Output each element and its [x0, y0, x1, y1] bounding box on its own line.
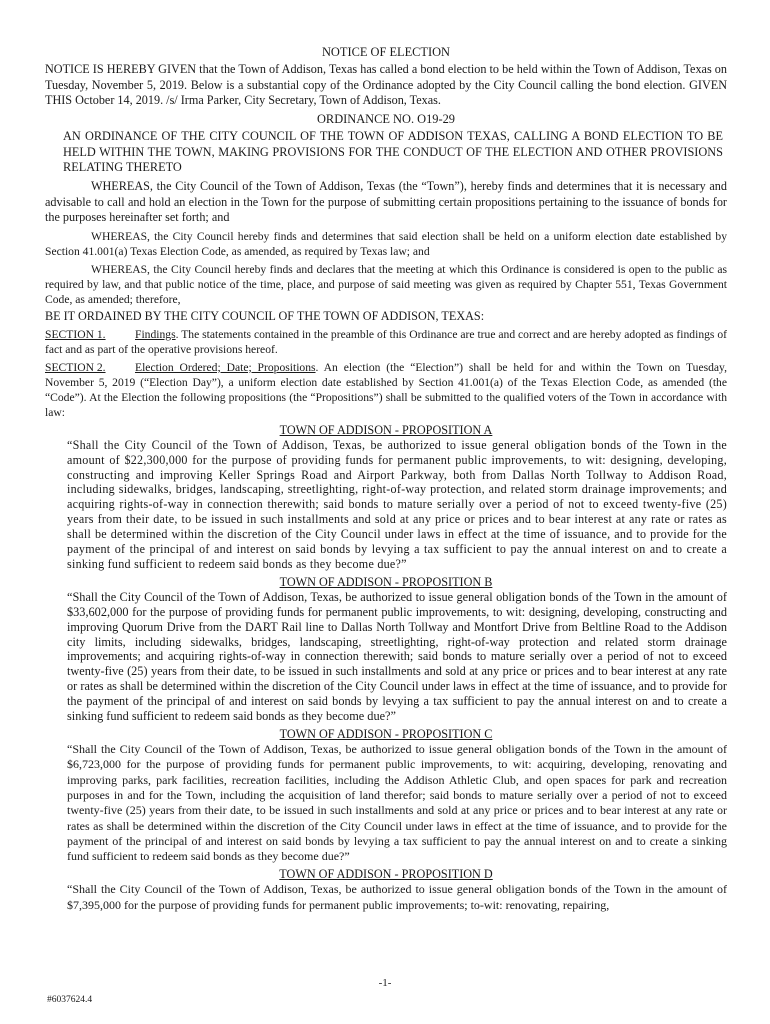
section-1 [45, 327, 727, 357]
proposition-a-heading: TOWN OF ADDISON - PROPOSITION A [279, 422, 493, 437]
proposition-c-text: “Shall the City Council of the Town of Addison, Texas, be authorized to issue general obligation bonds of the Town in the amount of $6,723,000 for the purpose of providing funds for permanent public improvements, to wit: acquiring, developing, renovating and improving parks, park facilities, recreation facilities, including the Addison Athletic Club, and open spaces for park and recreation purposes in and for the Town, including the acquisition of land therefor; said bonds to mature serially over a period of not to exceed twenty-five (25) years from their date, to be issued in such installments and sold at any price or prices and to bear interest at any rate or rates as shall be determined within the discretion of the City Council under laws in effect at the time of issuance, and to provide for the payment of the principal of and interest on said bonds by levying a tax sufficient to pay the annual interest on and to create a sinking fund sufficient to redeem said bonds as they become due?” [67, 742, 727, 864]
section-1-text: . The statements contained in the preamble of this Ordinance are true and correct and are hereby adopted as findings of fact and as part of the operative provisions hereof. [45, 327, 727, 356]
whereas-paragraph-2: WHEREAS, the City Council hereby finds and determines that said election shall be held on a uniform election date established by Section 41.001(a) Texas Election Code, as amended, as required by Texas law; and [45, 230, 727, 258]
document-id: #6037624.4 [47, 995, 93, 1005]
notice-paragraph: NOTICE IS HEREBY GIVEN that the Town of Addison, Texas has called a bond election to be held within the Town of Addison, Texas on Tuesday, November 5, 2019. Below is a substantial copy of the Ordinance adopted by the City Council calling the bond election. GIVEN THIS October 14, 2019. /s/ Irma Parker, City Secretary, Town of Addison, Texas. [45, 62, 727, 108]
proposition-c-heading: TOWN OF ADDISON - PROPOSITION C [279, 727, 493, 742]
proposition-b-text: “Shall the City Council of the Town of Addison, Texas, be authorized to issue general obligation bonds of the Town in the amount of $33,602,000 for the purpose of providing funds for permanent public improvements, to wit: designing, developing, constructing and improving Quorum Drive from the DART Rail line to Dallas North Tollway and Montfort Drive from Beltline Road to the Addison city limits, including sidewalks, bridges, landscaping, streetlighting, right-of-way protection and related storm drainage improvements; and acquiring rights-of-way in connection therewith; said bonds to mature serially over a period of not to exceed twenty-five (25) years from their date, to be issued in such installments and sold at any price or prices and to bear interest at any rate or rates as shall be determined within the discretion of the City Council under laws in effect at the time of issuance, and to provide for the payment of the principal of and interest on said bonds by levying a tax sufficient to pay the annual interest on and to create a sinking fund sufficient to redeem said bonds as they become due?” [67, 589, 727, 724]
notice-title: NOTICE OF ELECTION [321, 45, 451, 59]
section-2 [45, 360, 727, 420]
proposition-d-text: “Shall the City Council of the Town of Addison, Texas, be authorized to issue general obligation bonds of the Town in the amount of $7,395,000 for the purpose of providing funds for permanent public improvements; to-wit: renovating, repairing, [67, 882, 727, 912]
whereas-paragraph-3: WHEREAS, the City Council hereby finds and declares that the meeting at which this Ordinance is considered is open to the public as required by law, and that public notice of the time, place, and purpose of said meeting was given as required by Chapter 551, Texas Government Code, as amended; therefore, [45, 263, 727, 306]
document-page [45, 44, 727, 913]
section-2-label: SECTION 2. [45, 360, 106, 374]
section-1-label: SECTION 1. [45, 327, 106, 341]
section-2-heading: Election Ordered; Date; Propositions [135, 360, 316, 374]
ordinance-number: ORDINANCE NO. O19-29 [316, 112, 455, 127]
whereas-paragraph-1: WHEREAS, the City Council of the Town of Addison, Texas (the “Town”), hereby finds and determines that it is necessary and advisable to call and hold an election in the Town for the purpose of submitting certain propositions pertaining to the issuance of bonds for the purposes hereinafter set forth; and [45, 178, 727, 225]
section-2-text: . An election (the “Election”) shall be held for and within the Town on Tuesday, November 5, 2019 (“Election Day”), a uniform election date established by Section 41.001(a) of the Texas Election Code, as amended (the “Code”). At the Election the following propositions (the “Propositions”) shall be submitted to the qualified voters of the Town in accordance with law: [45, 360, 727, 419]
be-it-ordained: BE IT ORDAINED BY THE CITY COUNCIL OF THE TOWN OF ADDISON, TEXAS: [45, 309, 485, 323]
ordinance-title: AN ORDINANCE OF THE CITY COUNCIL OF THE TOWN OF ADDISON TEXAS, CALLING A BOND ELECTION TO BE HELD WITHIN THE TOWN, MAKING PROVISIONS FOR THE CONDUCT OF THE ELECTION AND OTHER PROVISIONS RELATING THERETO [63, 129, 723, 175]
proposition-a-text: “Shall the City Council of the Town of Addison, Texas, be authorized to issue general obligation bonds of the Town in the amount of $22,300,000 for the purpose of providing funds for permanent public improvements, to wit: designing, developing, constructing and improving Keller Springs Road and Airport Parkway, both from Dallas North Tollway to Addison Road, including sidewalks, bridges, landscaping, streetlighting, right-of-way protection, and related storm drainage improvements; and acquiring rights-of-way in connection therewith; said bonds to mature serially over a period of not to exceed twenty-five (25) years from their date, to be issued in such installments and sold at any price or prices and to bear interest at any rate or rates as shall be determined within the discretion of the City Council under laws in effect at the time of issuance, and to provide for the payment of the principal of and interest on said bonds by levying a tax sufficient to pay the annual interest on and to create a sinking fund sufficient to redeem said bonds as they become due?” [67, 437, 727, 571]
page-number: -1- [378, 977, 392, 989]
section-1-heading: Findings [135, 327, 176, 341]
proposition-d-heading: TOWN OF ADDISON - PROPOSITION D [279, 867, 493, 882]
proposition-b-heading: TOWN OF ADDISON - PROPOSITION B [279, 574, 493, 589]
